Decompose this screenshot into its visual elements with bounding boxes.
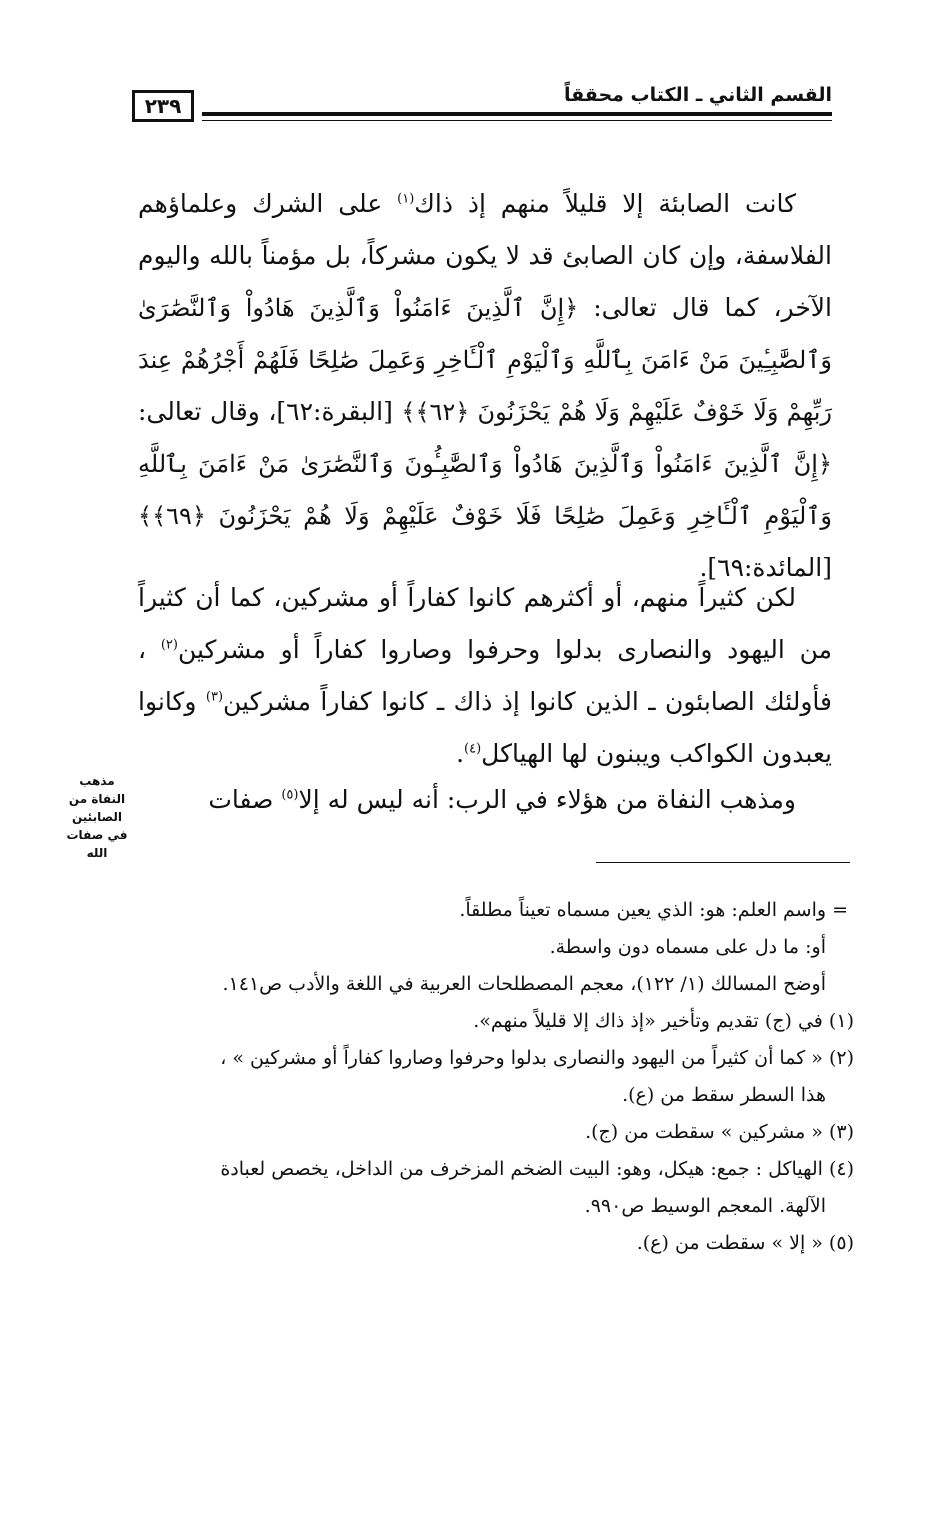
paragraph-3 [138,774,832,826]
footnote-ref-3: (٣) [205,689,224,705]
footnote-4-continued: الآلهة. المعجم الوسيط ص٩٩٠. [584,1195,826,1217]
footnote-4: (٤) الهياكل : جمع: هيكل، وهو: البيت الضخم المزخرف من الداخل، يخصص لعبادة [220,1158,854,1180]
footnote-3: (٣) « مشركين » سقطت من (ج). [585,1121,854,1143]
paragraph-3-text [138,774,832,826]
p2-part-4: . [456,739,465,768]
footnote-2-continued: هذا السطر سقط من (ع). [622,1084,826,1106]
footnote-continued-line-2: أو: ما دل على مسماه دون واسطة. [549,936,826,958]
margin-note-line-3: الصابئين [71,810,123,824]
p3-part-2: صفات [208,785,282,814]
footnotes [138,892,854,1262]
p1-after-fn1: على الشرك وعلماؤهم الفلاسفة، وإن كان الصابئ قد لا يكون مشركاً، بل مؤمناً بالله واليوم الآخر، كما قال تعالى: [138,189,832,322]
margin-note [58,772,136,862]
footnote-continued-line-3: أوضح المسالك (١/ ١٢٢)، معجم المصطلحات العربية في اللغة والأدب ص١٤١. [222,973,826,995]
margin-note-line-4: في صفات [66,828,128,842]
quran-verse-1: ﴿إِنَّ ٱلَّذِينَ ءَامَنُواْ وَٱلَّذِينَ هَادُواْ وَٱلنَّصَٰرَىٰ وَٱلصَّٰبِـِٔينَ مَنْ ءَامَنَ بِٱللَّهِ وَٱلْيَوْمِ ٱلْـَٔاخِرِ وَعَمِلَ صَٰلِحًا فَلَهُمْ أَجْرُهُمْ عِندَ رَبِّهِمْ وَلَا خَوْفٌ عَلَيْهِمْ وَلَا هُمْ يَحْزَنُونَ ﴿٦٢﴾﴾ [138,294,832,426]
footnote-ref-1: (١) [397,191,415,207]
p2-part-1: لكن كثيراً منهم، أو أكثرهم كانوا كفاراً أو مشركين، كما أن كثيراً من اليهود والنصارى بدلوا وحرفوا وصاروا كفاراً أو مشركين [138,583,832,664]
p1-before-fn1: كانت الصابئة إلا قليلاً منهم إذ ذاك [414,189,796,218]
p2-part-2: ، فأولئك الصابئون ـ الذين كانوا إذ ذاك ـ كانوا كفاراً مشركين [138,635,832,716]
paragraph-1-text [138,178,832,594]
paragraph-2 [138,572,832,780]
footnote-ref-4: (٤) [464,741,482,757]
paragraph-1 [138,178,832,594]
page-number: ٢٣٩ [132,90,194,122]
footnote-ref-5: (٥) [281,787,299,803]
verse-reference-2: [المائدة:٦٩]. [699,553,832,582]
margin-note-line-2: النفاة من [68,792,126,806]
paragraph-2-text [138,572,832,780]
header-rule [202,112,832,116]
footnote-5: (٥) « إلا » سقطت من (ع). [636,1232,854,1254]
p3-part-1: ومذهب النفاة من هؤلاء في الرب: أنه ليس له إلا [298,785,796,814]
page-header [132,82,832,130]
footnote-separator [596,862,850,863]
quran-verse-2: ﴿إِنَّ ٱلَّذِينَ ءَامَنُواْ وَٱلَّذِينَ هَادُواْ وَٱلصَّٰبِـُٔونَ وَٱلنَّصَٰرَىٰ مَنْ ءَامَنَ بِٱللَّهِ وَٱلْيَوْمِ ٱلْـَٔاخِرِ وَعَمِلَ صَٰلِحًا فَلَا خَوْفٌ عَلَيْهِمْ وَلَا هُمْ يَحْزَنُونَ ﴿٦٩﴾﴾ [138,450,832,530]
p2-part-3: وكانوا يعبدون الكواكب ويبنون لها الهياكل [138,687,832,768]
footnote-continued-line-1: = واسم العلم: هو: الذي يعين مسماه تعيناً مطلقاً. [459,899,848,921]
footnote-2: (٢) « كما أن كثيراً من اليهود والنصارى بدلوا وحرفوا وصاروا كفاراً أو مشركين » ، [220,1047,854,1069]
margin-note-line-1: مذهب [79,774,115,788]
verse-reference-1: [البقرة:٦٢]، وقال تعالى: [138,397,402,426]
header-rule-thin [202,120,832,121]
section-title: القسم الثاني ـ الكتاب محققاً [556,82,832,108]
margin-note-line-5: الله [86,846,108,860]
footnote-1: (١) في (ج) تقديم وتأخير «إذ ذاك إلا قليلاً منهم». [473,1010,854,1032]
footnote-ref-2: (٢) [160,637,178,653]
